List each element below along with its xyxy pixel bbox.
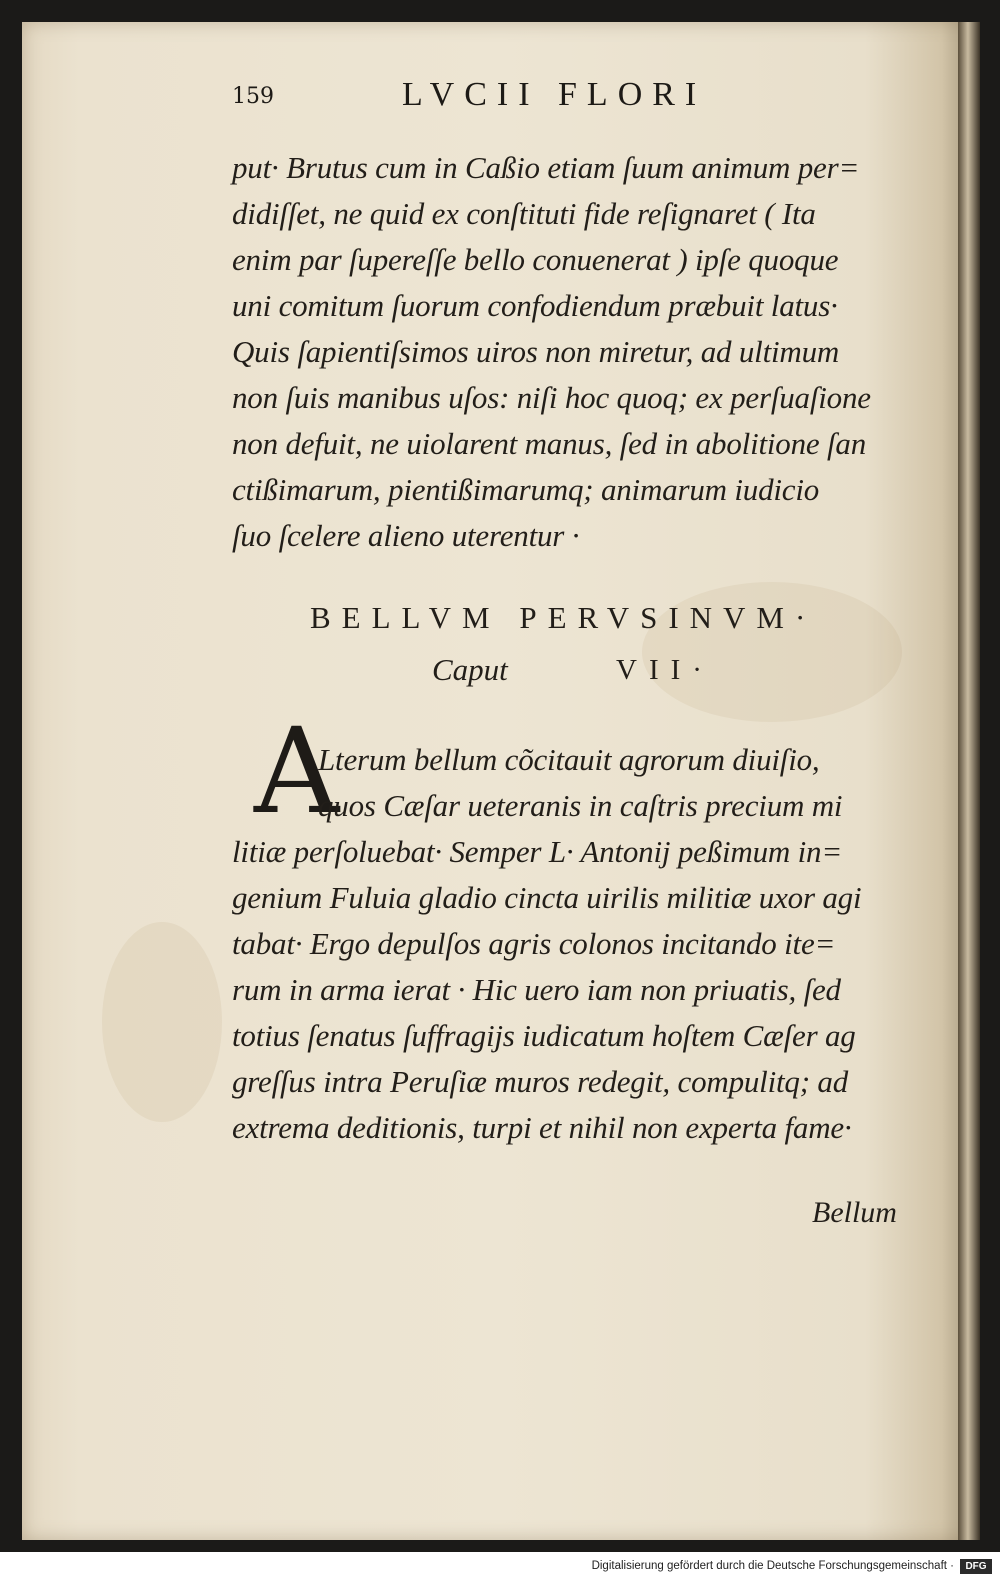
text-line: non ſuis manibus uſos: niſi hoc quoq; ex perſuaſione bbox=[232, 380, 871, 415]
page-number: 159 bbox=[232, 84, 274, 109]
text-line: litiæ perſoluebat· Semper L· Antonij peßimum in= bbox=[232, 834, 843, 869]
dfg-logo: DFG bbox=[960, 1559, 992, 1574]
text-line: put· Brutus cum in Caßio etiam ſuum animum per= bbox=[232, 150, 860, 185]
text-line: uni comitum ſuorum confodiendum præbuit latus· bbox=[232, 288, 838, 323]
text-line: rum in arma ierat · Hic uero iam non priuatis, ſed bbox=[232, 972, 841, 1007]
funding-credit: Digitalisierung gefördert durch die Deutsche Forschungsgemeinschaft · bbox=[591, 1560, 954, 1572]
paragraph-bottom bbox=[232, 742, 932, 1162]
paper-stain bbox=[102, 922, 222, 1122]
text-line: Lterum bellum cõcitauit agrorum diuiſio, bbox=[318, 742, 820, 777]
text-line: quos Cæſar ueteranis in caſtris precium mi bbox=[318, 788, 843, 823]
text-line: genium Fuluia gladio cincta uirilis militiæ uxor agi bbox=[232, 880, 862, 915]
text-line: Quis ſapientiſsimos uiros non miretur, ad ultimum bbox=[232, 334, 840, 369]
text-line: tabat· Ergo depulſos agris colonos incitando ite= bbox=[232, 926, 836, 961]
running-title: LVCII FLORI bbox=[402, 76, 707, 113]
running-header bbox=[232, 72, 832, 122]
book-spine-edge bbox=[958, 22, 980, 1540]
text-line: greſſus intra Peruſiæ muros redegit, compulitq; ad bbox=[232, 1064, 848, 1099]
text-line: ſuo ſcelere alieno uterentur · bbox=[232, 518, 580, 553]
text-line: didiſſet, ne quid ex conſtituti fide reſignaret ( Ita bbox=[232, 196, 816, 231]
chapter-title: BELLVM PERVSINVM· bbox=[310, 600, 817, 635]
text-line: ctißimarum, pientißimarumq; animarum iudicio bbox=[232, 472, 820, 507]
digitization-footer bbox=[0, 1552, 1000, 1584]
chapter-caput-label: Caput bbox=[432, 652, 508, 687]
text-line: non defuit, ne uiolarent manus, ſed in abolitione ſan bbox=[232, 426, 867, 461]
catchword: Bellum bbox=[812, 1196, 897, 1229]
drop-cap-initial: A bbox=[254, 702, 340, 840]
text-line: totius ſenatus ſuffragijs iudicatum hoſtem Cæſer ag bbox=[232, 1018, 856, 1053]
paragraph-top bbox=[232, 150, 932, 560]
text-line: extrema deditionis, turpi et nihil non experta fame· bbox=[232, 1110, 852, 1145]
text-line: enim par ſupereſſe bello conuenerat ) ipſe quoque bbox=[232, 242, 839, 277]
chapter-number: VII· bbox=[616, 654, 714, 686]
